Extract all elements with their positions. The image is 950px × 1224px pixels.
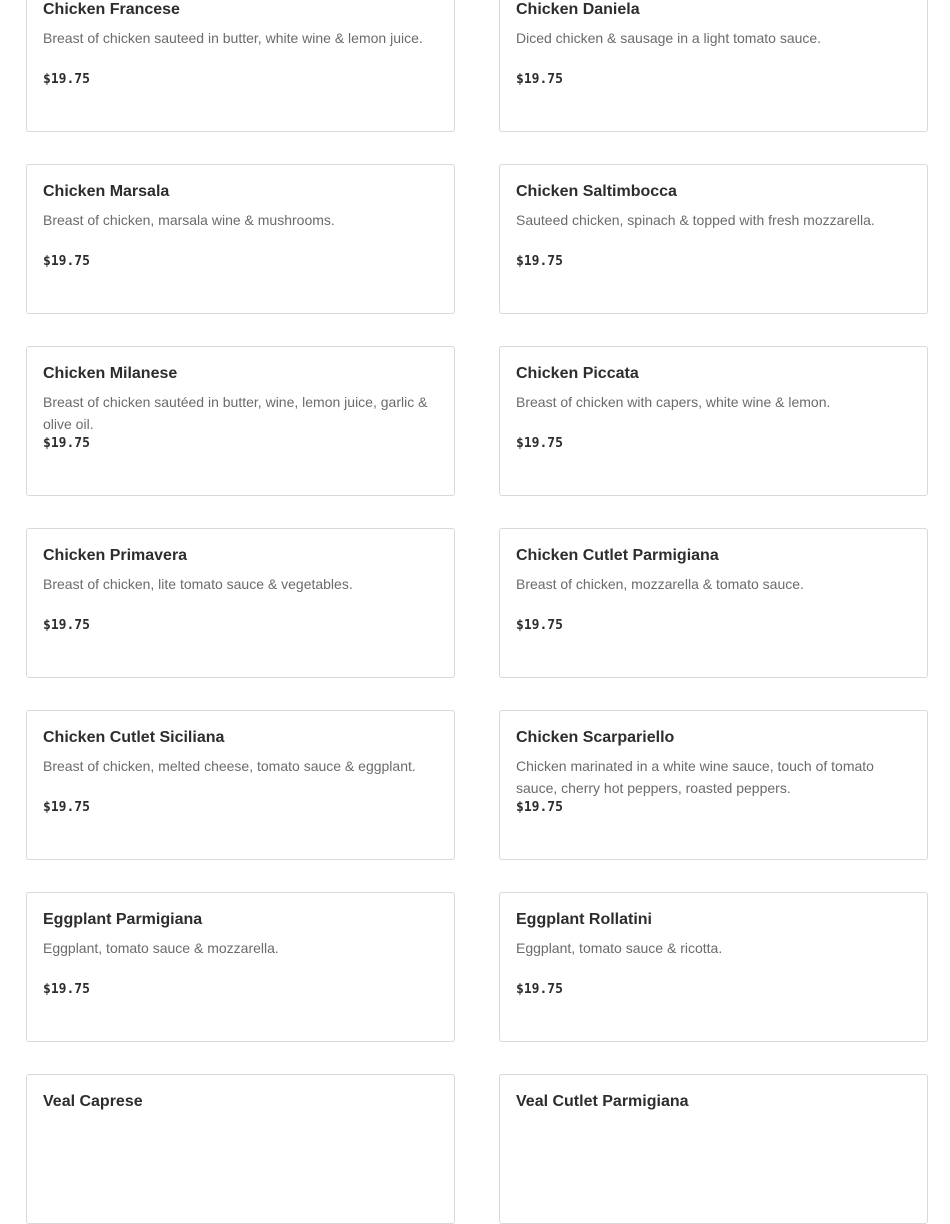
- menu-item-price: $19.75: [43, 436, 90, 451]
- menu-item-description: Breast of chicken sauteed in butter, white wine & lemon juice.: [43, 30, 423, 46]
- menu-items-grid: [26, 0, 928, 1224]
- menu-item-name: Veal Cutlet Parmigiana: [516, 1093, 689, 1110]
- menu-item-price: $19.75: [516, 72, 563, 87]
- menu-item-card[interactable]: [499, 1074, 928, 1224]
- menu-item-card[interactable]: [499, 346, 928, 496]
- menu-item-name: Chicken Cutlet Siciliana: [43, 729, 225, 746]
- menu-item-card[interactable]: [499, 710, 928, 860]
- menu-item-card[interactable]: [499, 164, 928, 314]
- menu-item-card[interactable]: [26, 164, 455, 314]
- menu-item-price: $19.75: [43, 618, 90, 633]
- menu-item-card[interactable]: [26, 346, 455, 496]
- menu-item-name: Chicken Francese: [43, 1, 180, 18]
- menu-item-card[interactable]: [26, 528, 455, 678]
- menu-item-name: Veal Caprese: [43, 1093, 143, 1110]
- menu-item-price: $19.75: [43, 254, 90, 269]
- menu-item-card[interactable]: [26, 1074, 455, 1224]
- menu-item-price: $19.75: [43, 800, 90, 815]
- menu-item-card[interactable]: [26, 0, 455, 132]
- menu-item-description: Chicken marinated in a white wine sauce, touch of tomato sauce, cherry hot peppers, roasted peppers.: [516, 758, 874, 796]
- menu-item-description: Breast of chicken, marsala wine & mushrooms.: [43, 212, 335, 228]
- menu-item-description: Breast of chicken, mozzarella & tomato sauce.: [516, 576, 804, 592]
- menu-item-card[interactable]: [499, 528, 928, 678]
- menu-item-name: Chicken Cutlet Parmigiana: [516, 547, 719, 564]
- menu-item-name: Chicken Milanese: [43, 365, 178, 382]
- menu-item-description: Breast of chicken, melted cheese, tomato sauce & eggplant.: [43, 758, 416, 774]
- menu-item-card[interactable]: [26, 710, 455, 860]
- menu-item-name: Chicken Piccata: [516, 365, 639, 382]
- menu-item-price: $19.75: [516, 800, 563, 815]
- menu-item-name: Chicken Primavera: [43, 547, 188, 564]
- menu-item-description: Eggplant, tomato sauce & mozzarella.: [43, 940, 279, 956]
- menu-item-price: $19.75: [516, 436, 563, 451]
- menu-item-description: Breast of chicken sautéed in butter, wine, lemon juice, garlic & olive oil.: [43, 394, 428, 432]
- menu-item-price: $19.75: [43, 72, 90, 87]
- menu-item-description: Breast of chicken with capers, white wine & lemon.: [516, 394, 831, 410]
- menu-item-name: Chicken Marsala: [43, 183, 170, 200]
- menu-item-name: Eggplant Rollatini: [516, 911, 652, 928]
- menu-item-name: Chicken Scarpariello: [516, 729, 675, 746]
- menu-item-price: $19.75: [516, 618, 563, 633]
- menu-item-price: $19.75: [43, 982, 90, 997]
- menu-item-card[interactable]: [26, 892, 455, 1042]
- menu-item-name: Chicken Daniela: [516, 1, 640, 18]
- menu-item-description: Breast of chicken, lite tomato sauce & vegetables.: [43, 576, 353, 592]
- menu-item-name: Chicken Saltimbocca: [516, 183, 677, 200]
- menu-item-card[interactable]: [499, 0, 928, 132]
- menu-item-price: $19.75: [516, 254, 563, 269]
- menu-item-price: $19.75: [516, 982, 563, 997]
- menu-item-description: Eggplant, tomato sauce & ricotta.: [516, 940, 723, 956]
- menu-item-card[interactable]: [499, 892, 928, 1042]
- menu-item-name: Eggplant Parmigiana: [43, 911, 203, 928]
- menu-item-description: Sauteed chicken, spinach & topped with fresh mozzarella.: [516, 212, 875, 228]
- menu-item-description: Diced chicken & sausage in a light tomato sauce.: [516, 30, 822, 46]
